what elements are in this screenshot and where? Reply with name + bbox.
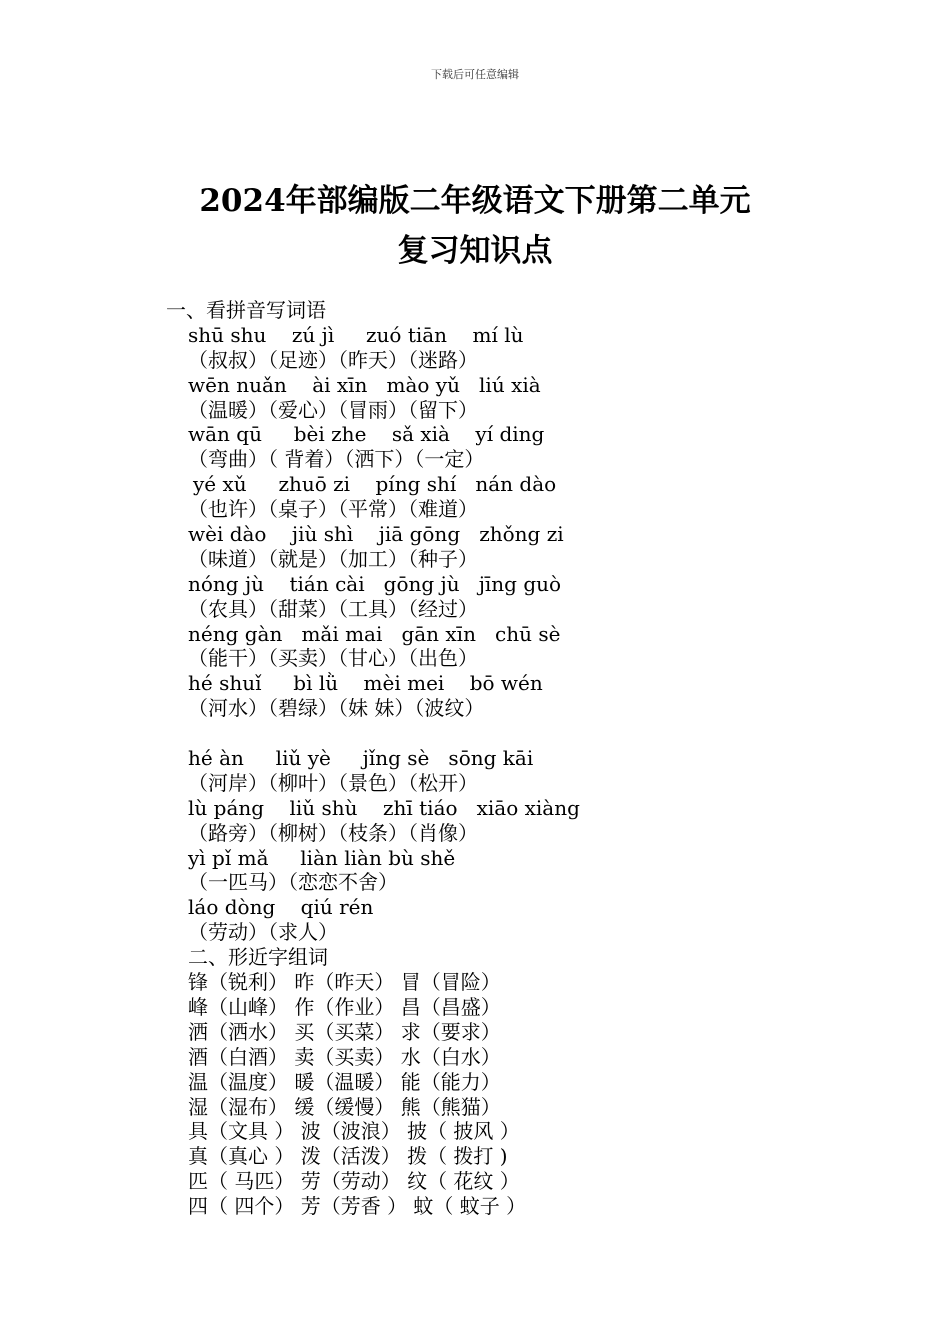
word-pair-line: 洒（洒水） 买（买菜） 求（要求） [188, 1019, 501, 1044]
hanzi-line: （味道）（就是）（加工）（种子） [188, 546, 478, 571]
word-pair-line: 具（文具 ） 波（波浪） 披（ 披风 ） [188, 1119, 520, 1144]
word-pair-line: 温（温度） 暖（温暖） 能（能力） [188, 1069, 501, 1094]
hanzi-line: （也许）（桌子）（平常）（难道） [188, 497, 478, 522]
page-header: 下载后可任意编辑 [431, 68, 519, 81]
document-body [166, 298, 886, 1219]
hanzi-line: （路旁）（柳树）（枝条）（肖像） [188, 820, 478, 845]
word-pair-line: 锋（锐利） 昨（昨天） 冒（冒险） [188, 970, 501, 995]
title-line-2: 复习知识点 [397, 233, 553, 269]
pinyin-line: shū shu zú jì zuó tiān mí lù [188, 322, 524, 347]
word-pair-line: 峰（山峰） 作（作业） 昌（昌盛） [188, 994, 501, 1019]
word-pair-line: 四（ 四个） 芳（芳香 ） 蚊（ 蚊子 ） [188, 1194, 527, 1219]
pinyin-line: hé àn liǔ yè jǐng sè sōng kāi [188, 746, 534, 771]
hanzi-line: （叔叔）（足迹）（昨天）（迷路） [188, 347, 478, 372]
pinyin-line: yì pǐ mǎ liàn liàn bù shě [188, 845, 456, 870]
word-pair-line: 湿（湿布） 缓（缓慢） 熊（熊猫） [188, 1094, 501, 1119]
word-pair-line: 匹（ 马匹） 劳（劳动） 纹（ 花纹 ） [188, 1169, 520, 1194]
word-pair-line: 真（真心 ） 泼（活泼） 拨（ 拨打 ) [188, 1144, 508, 1169]
title-line-1: 2024年部编版二年级语文下册第二单元 [199, 183, 751, 219]
document-title [0, 176, 950, 276]
section-heading-1: 一、看拼音写词语 [166, 298, 326, 322]
hanzi-line: （农具）（甜菜）（工具）（经过） [188, 596, 478, 621]
pinyin-line: hé shuǐ bì lǜ mèi mei bō wén [188, 671, 543, 696]
pinyin-line: wèi dào jiù shì jiā gōng zhǒng zi [188, 522, 564, 547]
pinyin-line: yé xǔ zhuō zi píng shí nán dào [193, 472, 557, 497]
pinyin-line: néng gàn mǎi mai gān xīn chū sè [188, 621, 561, 646]
hanzi-line: （温暖）（爱心）（冒雨）（留下） [188, 397, 478, 422]
hanzi-line: （弯曲）（ 背着）（洒下）（一定） [188, 447, 485, 472]
hanzi-line: （能干）（买卖）（甘心）（出色） [188, 646, 478, 671]
pinyin-line: wān qū bèi zhe sǎ xià yí ding [188, 422, 545, 447]
hanzi-line: （劳动）（求人） [188, 920, 338, 945]
pinyin-line: lù páng liǔ shù zhī tiáo xiāo xiàng [188, 795, 580, 820]
section-heading-2: 二、形近字组词 [188, 945, 328, 970]
pinyin-line: wēn nuǎn ài xīn mào yǔ liú xià [188, 372, 541, 397]
hanzi-line: （一匹马）（恋恋不舍） [188, 870, 398, 895]
word-pair-line: 酒（白酒） 卖（买卖） 水（白水） [188, 1044, 501, 1069]
hanzi-line: （河岸）（柳叶）（景色）（松开） [188, 770, 478, 795]
pinyin-line: nóng jù tián cài gōng jù jīng guò [188, 571, 562, 596]
blank-line [166, 721, 886, 746]
pinyin-line: láo dòng qiú rén [188, 895, 374, 920]
hanzi-line: （河水）（碧绿）（妹 妹）（波纹） [188, 696, 485, 721]
